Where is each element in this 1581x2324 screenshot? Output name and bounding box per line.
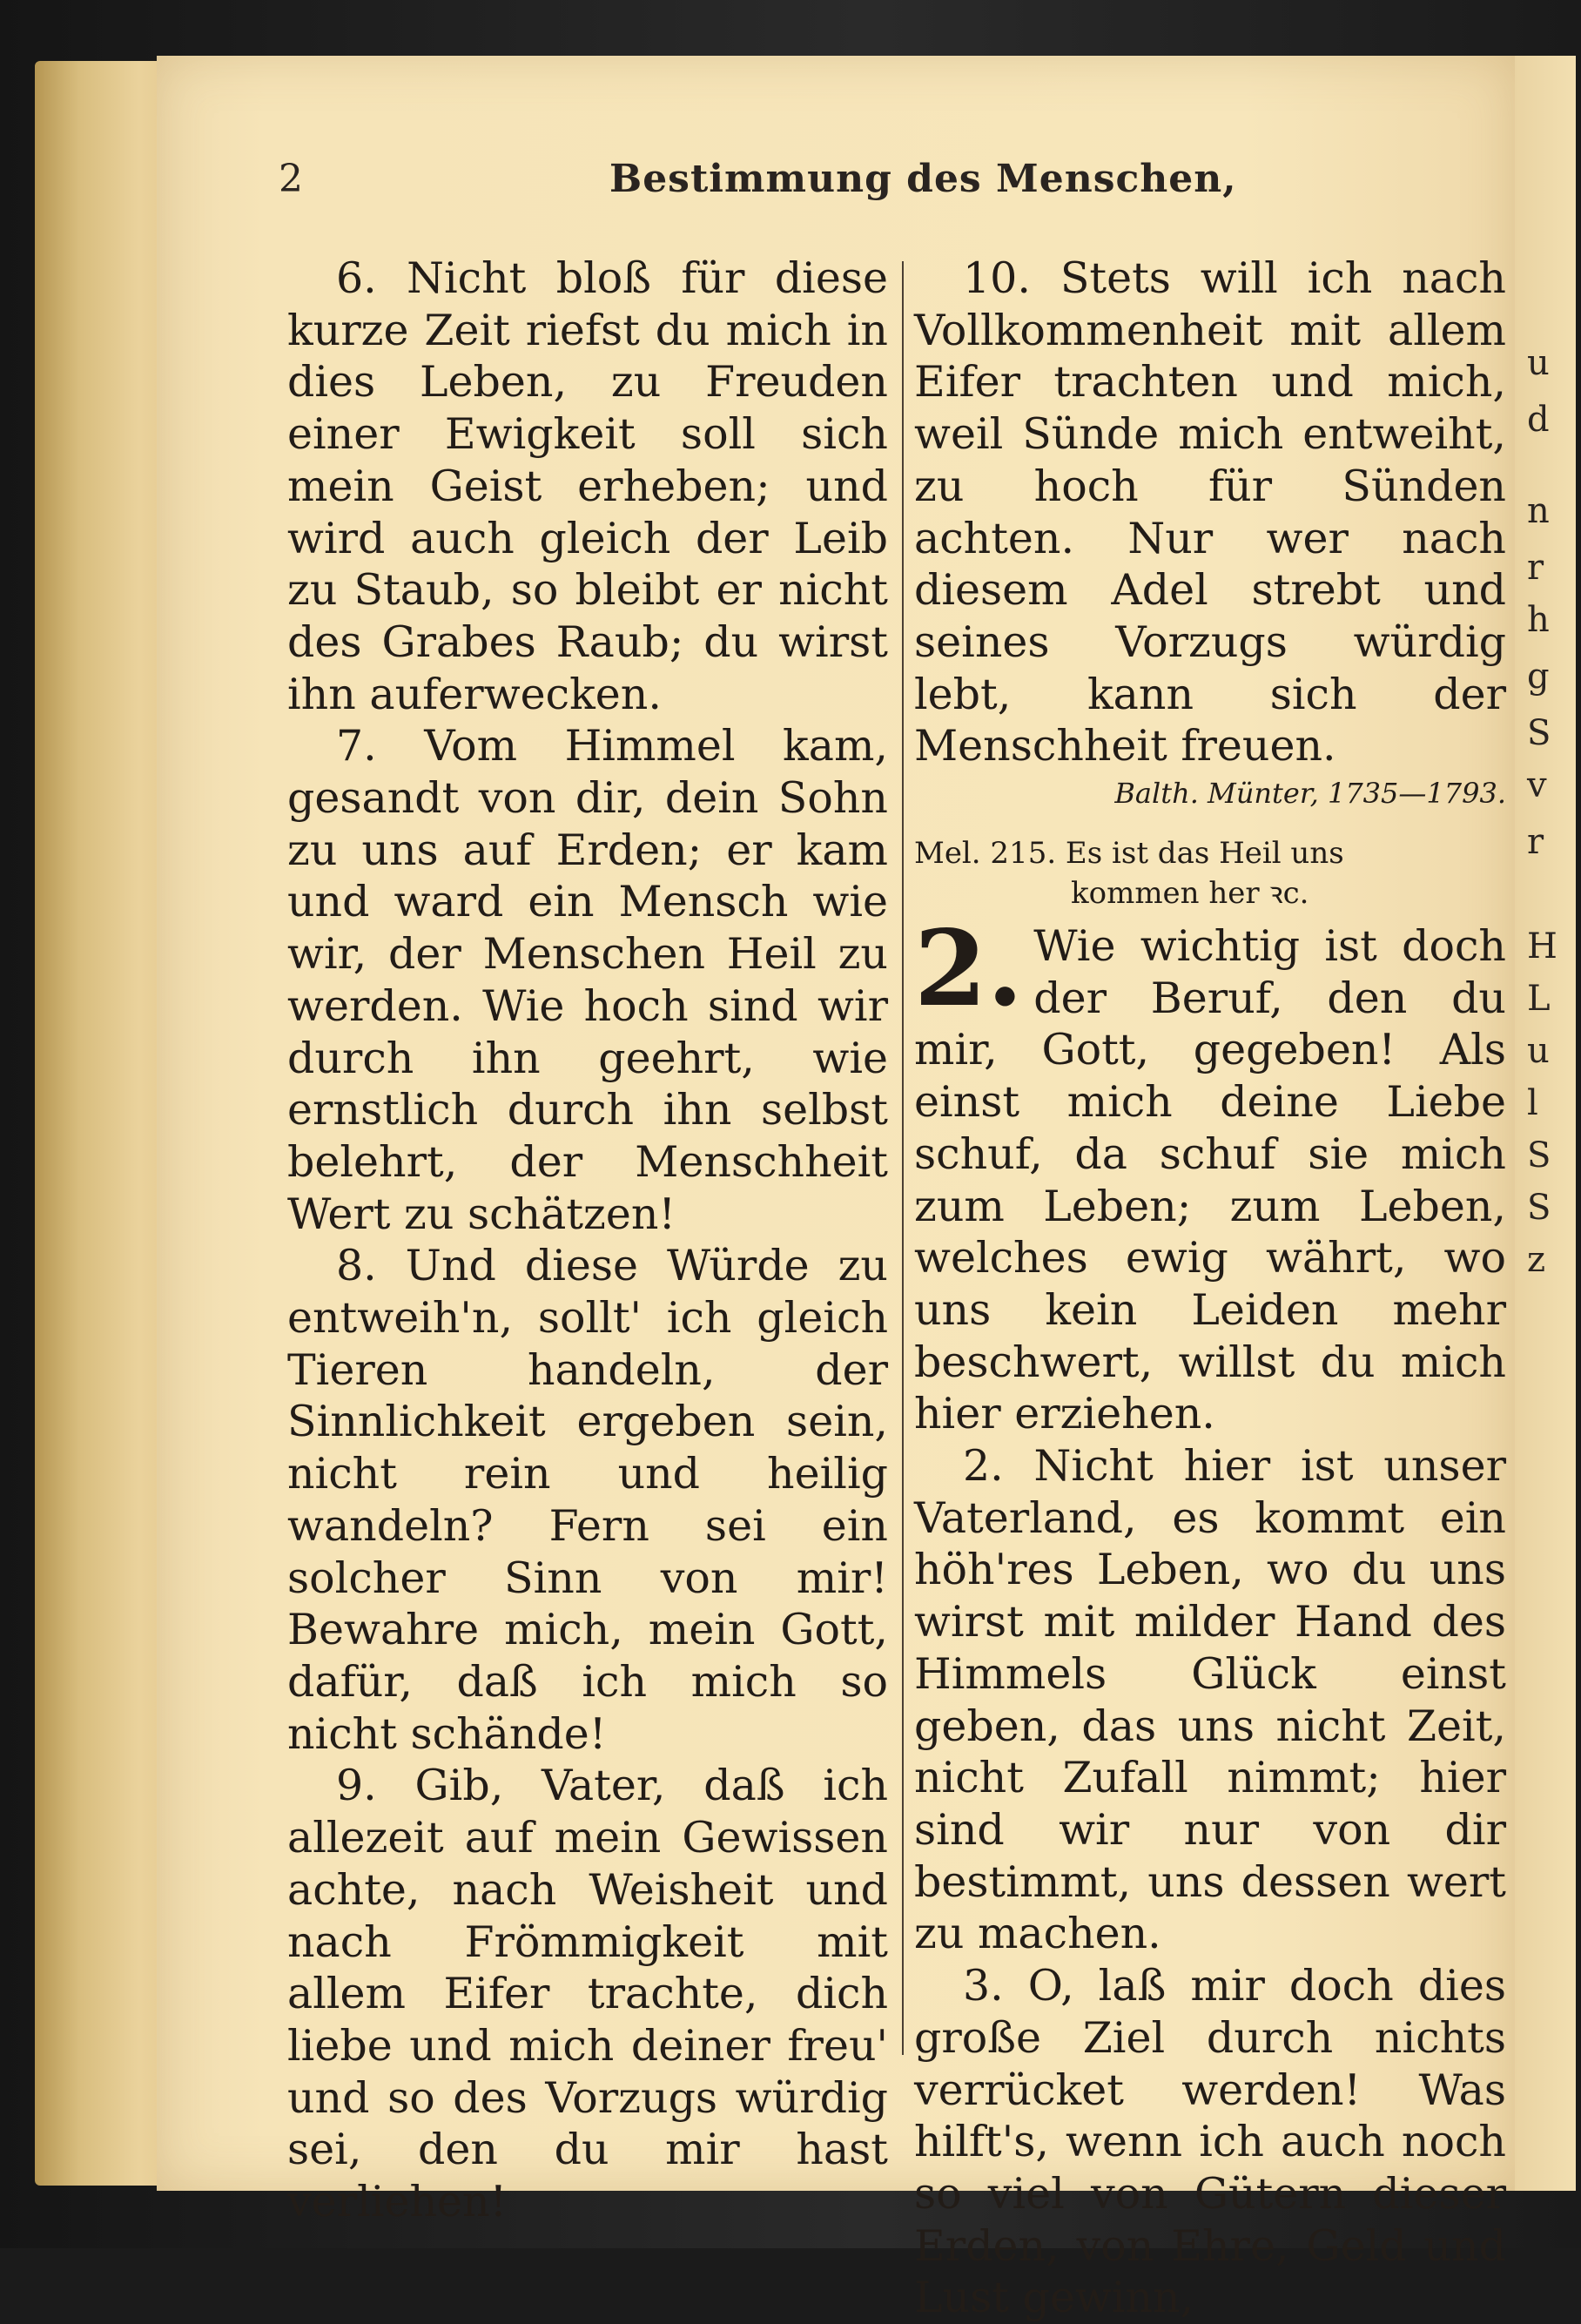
hymn-verse-1 bbox=[914, 907, 1506, 1440]
next-page-fragment: S bbox=[1527, 1135, 1551, 1175]
left-column bbox=[287, 253, 888, 2228]
next-page-edge bbox=[1515, 56, 1576, 2191]
next-page-fragment: v bbox=[1527, 765, 1547, 805]
next-page-fragment: l bbox=[1527, 1083, 1538, 1123]
next-page-fragment: S bbox=[1527, 713, 1551, 753]
melody-line-1: Mel. 215. Es ist das Heil uns bbox=[914, 836, 1344, 872]
next-page-fragment: H bbox=[1527, 926, 1557, 967]
running-head-title: Bestimmung des Menschen, bbox=[609, 157, 1237, 201]
next-page-fragment: d bbox=[1527, 400, 1550, 440]
page-number: 2 bbox=[279, 157, 303, 201]
hymn-verse-3: 3. O, laß mir doch dies große Ziel durch nichts verrücket werden! Was hilft's, wenn ich auch noch so viel von Gütern dieser Erden, von Ehre, Geld und Lust gewinn, bbox=[914, 1961, 1506, 2323]
next-page-fragment: S bbox=[1527, 1188, 1551, 1228]
next-page-fragment: n bbox=[1527, 491, 1550, 531]
next-page-fragment: h bbox=[1527, 600, 1550, 640]
next-page-fragment: g bbox=[1527, 657, 1550, 697]
right-column bbox=[914, 253, 1506, 2324]
hymn-number: 2. bbox=[914, 907, 1024, 1031]
verse-9: 9. Gib, Vater, daß ich allezeit auf mein Gewissen achte, nach Weisheit und nach Frömmigkeit mit allem Eifer trachte, dich liebe und mich deiner freu' und so des Vorzugs würdig sei, den du mir hast verliehen! bbox=[287, 1761, 888, 2227]
column-divider bbox=[902, 261, 904, 2055]
next-page-fragment: r bbox=[1527, 548, 1544, 588]
melody-line-2: kommen her ꝛc. bbox=[1071, 876, 1309, 912]
running-head bbox=[279, 157, 1515, 218]
next-page-fragment: u bbox=[1527, 1031, 1550, 1071]
verse-10: 10. Stets will ich nach Vollkommenheit mit allem Eifer trachten und mich, weil Sünde mich entweiht, zu hoch für Sünden achten. Nur wer nach diesem Adel strebt und seines Vorzugs würdig lebt, kann sich der Menschheit freuen. bbox=[914, 253, 1506, 771]
next-page-fragment: u bbox=[1527, 343, 1550, 383]
author-signature: Balth. Münter, 1735—1793. bbox=[1114, 777, 1506, 811]
next-page-fragment: r bbox=[1527, 822, 1544, 862]
verse-8: 8. Und diese Würde zu entweih'n, sollt' ich gleich Tieren handeln, der Sinnlichkeit ergeben sein, nicht rein und heilig wandeln? Fern sei ein solcher Sinn von mir! Bewahre mich, mein Gott, dafür, daß ich mich so nicht schände! bbox=[287, 1241, 888, 1759]
hymn-verse-2: 2. Nicht hier ist unser Vaterland, es kommt ein höh'res Leben, wo du uns wirst mit milder Hand des Himmels Glück einst geben, das uns nicht Zeit, nicht Zufall nimmt; hier sind wir nur von dir bestimmt, uns dessen wert zu machen. bbox=[914, 1441, 1506, 1959]
verse-7: 7. Vom Himmel kam, gesandt von dir, dein Sohn zu uns auf Erden; er kam und ward ein Mensch wie wir, der Menschen Heil zu werden. Wie hoch sind wir durch ihn geehrt, wie ernstlich durch ihn selbst belehrt, der Menschheit Wert zu schätzen! bbox=[287, 721, 888, 1239]
hymn-verse-1-text: Wie wichtig ist doch der Beruf, den du mir, Gott, gegeben! Als einst mich deine Liebe schuf, da schuf sie mich zum Leben; zum Leben, welches ewig währt, wo uns kein Leiden mehr beschwert, willst du mich hier erziehen. bbox=[914, 921, 1506, 1439]
verse-6: 6. Nicht bloß für diese kurze Zeit riefst du mich in dies Leben, zu Freuden einer Ewigkeit soll sich mein Geist erheben; und wird auch gleich der Leib zu Staub, so bleibt er nicht des Grabes Raub; du wirst ihn auferwecken. bbox=[287, 253, 888, 719]
melody-reference bbox=[914, 833, 1506, 913]
next-page-fragment: L bbox=[1527, 979, 1551, 1019]
next-page-fragment: z bbox=[1527, 1240, 1546, 1280]
